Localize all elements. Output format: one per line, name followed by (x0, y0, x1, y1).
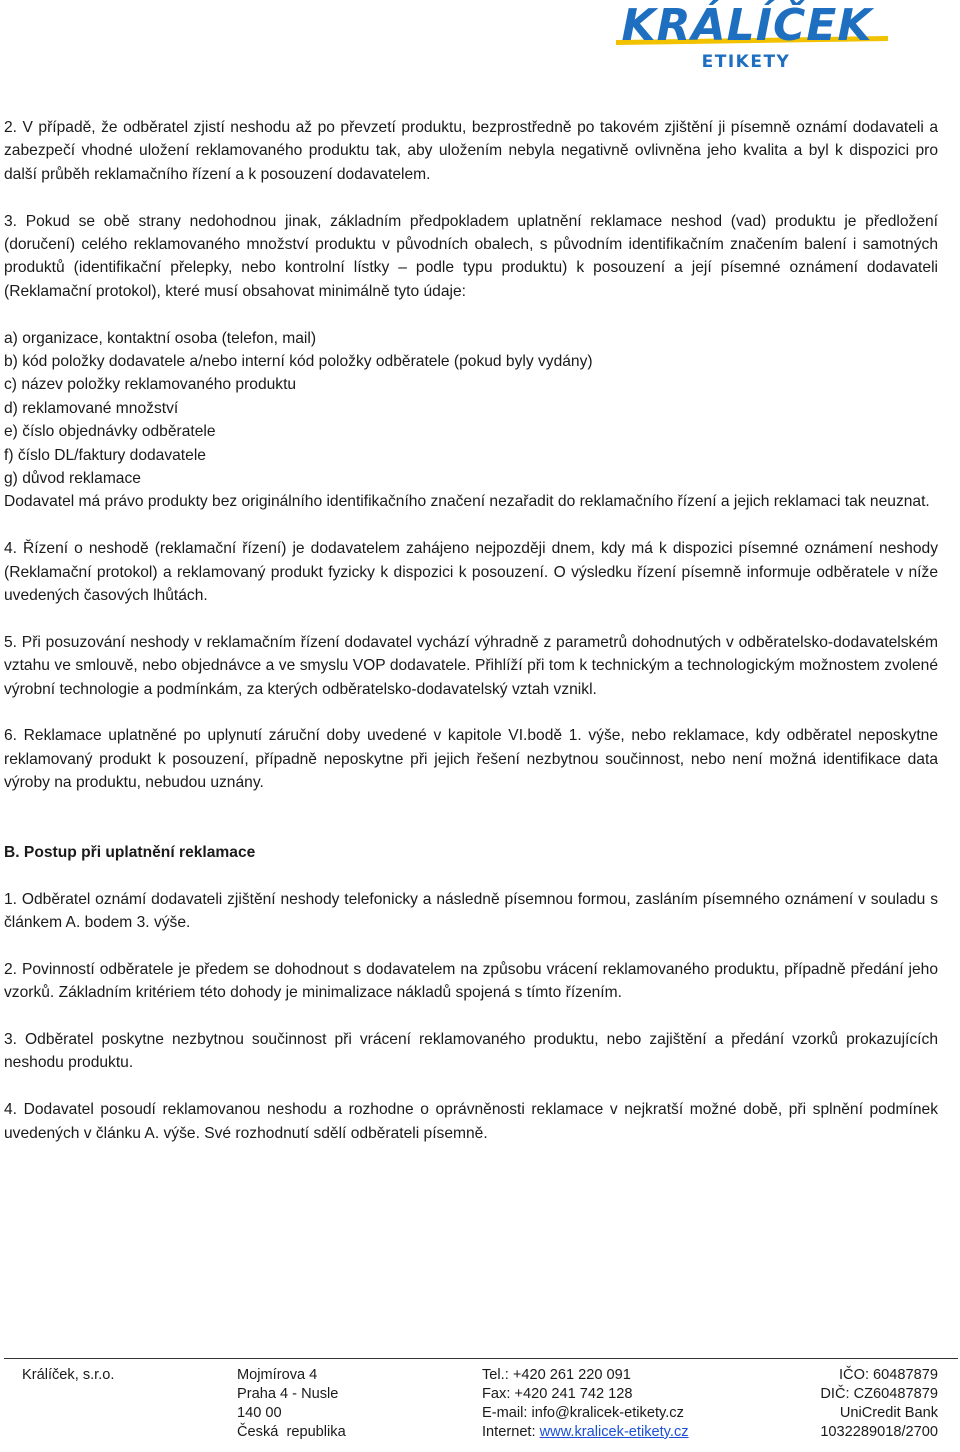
bank-account: 1032289018/2700 (820, 1424, 938, 1440)
bank-name: UniCredit Bank (839, 1405, 938, 1421)
contact-email: E-mail: info@kralicek-etikety.cz (482, 1405, 684, 1421)
website-link[interactable]: www.kralicek-etikety.cz (539, 1424, 689, 1440)
company-ico: IČO: 60487879 (839, 1367, 938, 1383)
document-body (4, 116, 938, 1168)
footer-contact (482, 1366, 689, 1442)
list-item: c) název položky reklamovaného produktu (4, 376, 297, 394)
list-item: d) reklamované množství (4, 399, 179, 417)
address-country: Česká republika (237, 1424, 346, 1440)
logo-wordmark: KRÁLÍČEK (621, 0, 873, 51)
kralicek-logo (588, 0, 906, 72)
footer-address (237, 1366, 346, 1442)
company-dic: DIČ: CZ60487879 (820, 1386, 938, 1402)
address-zip: 140 00 (237, 1405, 282, 1421)
footer-divider (4, 1358, 958, 1359)
address-street: Mojmírova 4 (237, 1367, 318, 1383)
address-city: Praha 4 - Nusle (237, 1386, 339, 1402)
footer-company (22, 1366, 114, 1385)
paragraph-a5: 5. Při posuzování neshody v reklamačním řízení dodavatel vychází výhradně z parametrů dohodnutých v odběratelsko-dodavatelském vztahu ve smlouvě, nebo objednávce a ve smyslu VOP dodavatele. Přihlíží při tom k technickým a technologickým možnostem zvolené výrobní technologie a podmínkám, za kterých odběratelsko-dodavatelský vztah vznikl. (4, 633, 938, 698)
logo-subtitle: ETIKETY (701, 52, 791, 72)
list-item: g) důvod reklamace (4, 470, 141, 488)
contact-web (482, 1423, 689, 1442)
section-b-heading: B. Postup při uplatnění reklamace (4, 843, 256, 861)
claim-requirements-list (4, 327, 938, 491)
contact-tel: Tel.: +420 261 220 091 (482, 1367, 631, 1383)
section-gap (4, 795, 938, 841)
list-item: b) kód položky dodavatele a/nebo interní kód položky odběratele (pokud byly vydány) (4, 353, 593, 371)
paragraph-b1: 1. Odběratel oznámí dodavateli zjištění neshody telefonicky a následně písemnou formou, zasláním písemného oznámení v souladu s článkem A. bodem 3. výše. (4, 890, 938, 931)
list-item: e) číslo objednávky odběratele (4, 423, 216, 441)
list-note: Dodavatel má právo produkty bez originálního identifikačního značení nezařadit do reklamačního řízení a jejich reklamaci tak neuznat. (4, 493, 930, 511)
paragraph-a3: 3. Pokud se obě strany nedohodnou jinak, základním předpokladem uplatnění reklamace neshod (vad) produktu je předložení (doručení) celého reklamovaného množství produktu v původních obalech, s původním identifikačním značením balení i samotných produktů (identifikační přelepky, nebo kontrolní lístky – podle typu produktu) k posouzení a její písemné oznámení dodavateli (Reklamační protokol), které musí obsahovat minimálně tyto údaje: (4, 212, 938, 300)
paragraph-a6: 6. Reklamace uplatněné po uplynutí záruční doby uvedené v kapitole VI.bodě 1. výše, nebo reklamace, kdy odběratel neposkytne reklamovaný produkt k posouzení, případně neposkytne při jejich řešení nezbytnou součinnost, nebo není možná identifikace data výroby na produktu, nebudou uznány. (4, 727, 938, 792)
company-name: Králíček, s.r.o. (22, 1367, 115, 1383)
page-footer (0, 1366, 960, 1446)
paragraph-b3: 3. Odběratel poskytne nezbytnou součinnost při vrácení reklamovaného produktu, nebo zajištění a předání vzorků prokazujících neshodu produktu. (4, 1030, 938, 1072)
web-label: Internet: (482, 1424, 540, 1440)
list-item: a) organizace, kontaktní osoba (telefon, mail) (4, 329, 317, 347)
list-item: f) číslo DL/faktury dodavatele (4, 446, 206, 464)
footer-registration (820, 1366, 938, 1442)
paragraph-b4: 4. Dodavatel posoudí reklamovanou neshodu a rozhodne o oprávněnosti reklamace v nejkratší možné době, při splnění podmínek uvedených v článku A. výše. Své rozhodnutí sdělí odběrateli písemně. (4, 1101, 938, 1142)
paragraph-b2: 2. Povinností odběratele je předem se dohodnout s dodavatelem na způsobu vrácení reklamovaného produktu, případně předání jeho vzorků. Základním kritériem této dohody je minimalizace nákladů spojená s tímto řízením. (4, 960, 938, 1002)
paragraph-a2: 2. V případě, že odběratel zjistí neshodu až po převzetí produktu, bezprostředně po takovém zjištění ji písemně oznámí dodavateli a zabezpečí vhodné uložení reklamovaného produktu tak, aby uložením nebyla negativně ovlivněna jeho kvalita a byl k dispozici pro další průběh reklamačního řízení a k posouzení dodavatelem. (4, 119, 938, 183)
contact-fax: Fax: +420 241 742 128 (482, 1386, 633, 1402)
paragraph-a4: 4. Řízení o neshodě (reklamační řízení) je dodavatelem zahájeno nejpozději dnem, kdy má k dispozici písemné oznámení neshody (Reklamační protokol) a reklamovaný produkt fyzicky k dispozici k posouzení. O výsledku řízení písemně informuje odběratele v níže uvedených časových lhůtách. (4, 540, 938, 605)
